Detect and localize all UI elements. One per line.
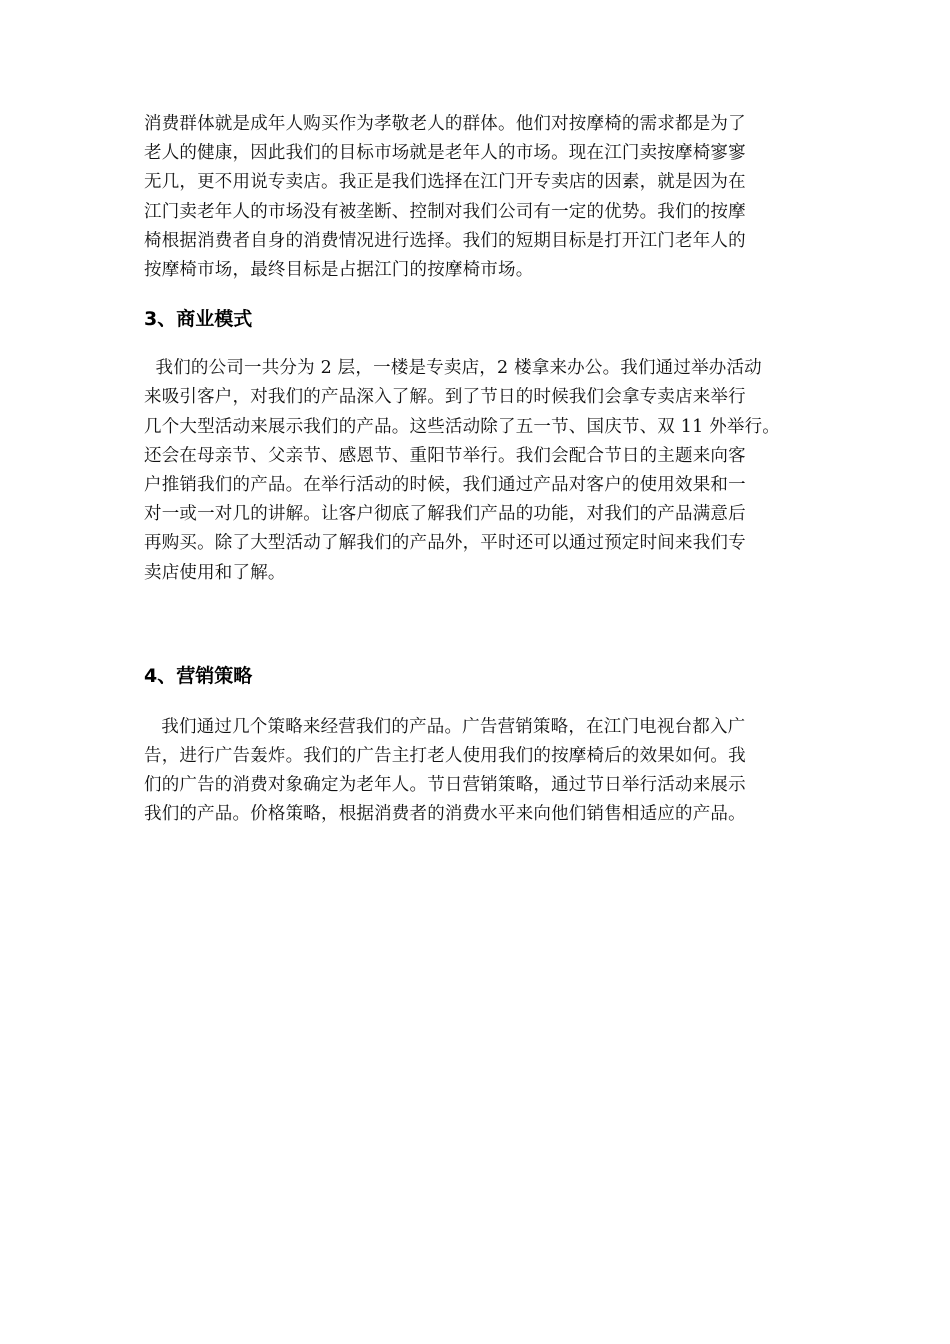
text-line: 我们的公司一共分为 2 层，一楼是专卖店，2 楼拿来办公。我们通过举办活动 [144,358,762,379]
text-line: 老人的健康，因此我们的目标市场就是老年人的市场。现在江门卖按摩椅寥寥 [144,143,746,164]
text-line: 卖店使用和了解。 [144,562,286,583]
text-line: 还会在母亲节、父亲节、感恩节、重阳节举行。我们会配合节日的主题来向客 [144,445,746,466]
text-line: 消费群体就是成年人购买作为孝敬老人的群体。他们对按摩椅的需求都是为了 [144,114,746,134]
text-line: 椅根据消费者自身的消费情况进行选择。我们的短期目标是打开江门老年人的 [144,230,746,251]
paragraph-marketing-strategy [144,713,824,830]
text-line: 们的广告的消费对象确定为老年人。节日营销策略，通过节日举行活动来展示 [144,775,746,796]
text-line: 对一或一对几的讲解。让客户彻底了解我们产品的功能，对我们的产品满意后 [144,504,746,525]
text-line: 江门卖老年人的市场没有被垄断、控制对我们公司有一定的优势。我们的按摩 [144,201,746,222]
text-line: 来吸引客户，对我们的产品深入了解。到了节日的时候我们会拿专卖店来举行 [144,387,746,408]
text-line: 按摩椅市场，最终目标是占据江门的按摩椅市场。 [144,260,534,281]
paragraph-business-model [144,354,824,588]
section-heading-business-model: 3、商业模式 [144,308,253,331]
text-line: 再购买。除了大型活动了解我们的产品外，平时还可以通过预定时间来我们专 [144,533,746,554]
document-body [144,110,824,830]
text-line: 我们通过几个策略来经营我们的产品。广告营销策略，在江门电视台都入广 [144,716,746,737]
text-line: 几个大型活动来展示我们的产品。这些活动除了五一节、国庆节、双 11 外举行。 [144,416,780,437]
paragraph-target-market [144,110,824,285]
text-line: 户推销我们的产品。在举行活动的时候，我们通过产品对客户的使用效果和一 [144,475,746,496]
text-line: 我们的产品。价格策略，根据消费者的消费水平来向他们销售相适应的产品。 [144,804,746,825]
text-line: 告，进行广告轰炸。我们的广告主打老人使用我们的按摩椅后的效果如何。我 [144,746,746,767]
section-heading-marketing-strategy: 4、营销策略 [144,664,253,687]
text-line: 无几，更不用说专卖店。我正是我们选择在江门开专卖店的因素，就是因为在 [144,172,746,193]
